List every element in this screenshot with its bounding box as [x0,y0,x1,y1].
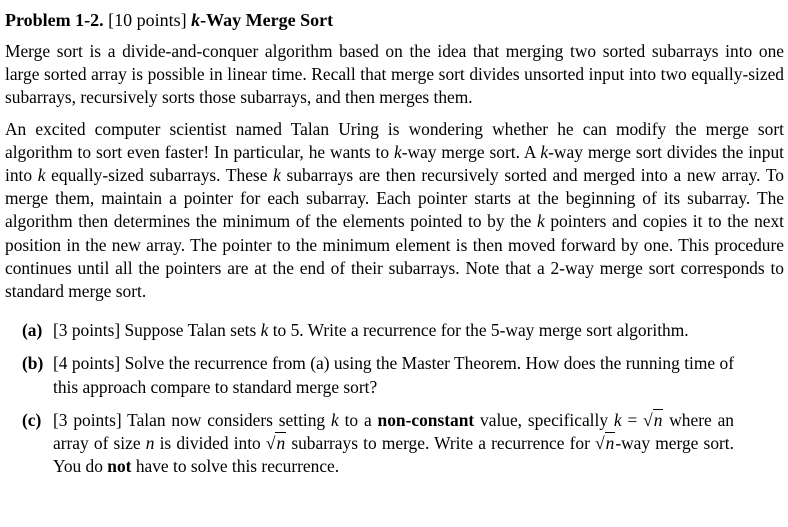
sqrt-n [266,432,286,455]
sqrt-n [595,432,615,455]
text-run: pointers and copies it to the next position in the new array. The pointer to the minimum element is then moved forward by one. This procedure continues until all the pointers are at the end of their subarrays. Note that a 2-way merge sort corresponds to standard merge sort. [5,211,785,302]
description-paragraph [5,118,784,304]
part-c-label: (c) [22,409,42,430]
math-k: k [540,141,549,162]
part-b [22,352,734,398]
text-run: subarrays to merge. Write a recurrence for [286,433,596,454]
math-equals: = [621,409,644,430]
math-k: k [37,165,46,186]
math-five: 5 [290,320,300,341]
title-text: -Way Merge Sort [200,10,334,30]
part-b-label: (b) [22,353,44,374]
part-c-text [53,409,734,479]
text-run: subarrays are then recursively sorted and merged into a new array. To merge them, maintain a pointer for each subarray. Each pointer starts at the beginning of its subarray. The algorithm then determines the minimum of the elements pointed to by the [5,165,784,232]
part-a-label: (a) [22,320,43,341]
text-run: equally-sized subarrays. These [45,165,274,186]
math-k: k [273,165,281,186]
sqrt-n [643,409,663,432]
math-n: n [145,433,155,454]
text-run: have to solve this recurrence. [131,456,340,477]
text-run: [3 points] Talan now considers setting [53,409,331,430]
text-run: value, specifically [474,409,614,430]
emphasis-not: not [107,456,132,477]
math-k: k [260,320,269,341]
problem-heading [5,8,784,32]
text-run: An excited computer scientist named Talan Uring is wondering whether he can modify the merge sort algorithm to sort even faster! In particular, he wants to [5,118,784,162]
math-k: k [330,409,339,430]
math-n: n [276,433,286,454]
problem-number: Problem 1-2. [5,10,104,30]
text-run: to a [338,409,378,430]
problem-parts [5,319,784,478]
emphasis-non-constant: non-constant [377,409,475,430]
part-a [22,319,734,342]
problem-title [191,10,333,30]
math-k: k [537,211,545,232]
math-k: k [394,141,402,162]
title-variable: k [191,10,201,30]
part-a-text [53,319,734,342]
text-run: to [268,320,291,341]
radical-sign: √ [595,433,605,454]
radical-sign: √ [643,409,653,430]
text-run: -way merge sort. You do [53,433,734,477]
text-run: -way merge sort. A [401,141,541,162]
part-c [22,409,734,479]
radical-sign: √ [265,433,276,454]
part-b-text: [4 points] Solve the recurrence from (a) using the Master Theorem. How does the running time of this approach compare to standard merge sort? [53,353,734,397]
math-k: k [613,409,622,430]
math-n: n [653,409,663,430]
math-n: n [605,433,615,454]
text-run: -way merge sort divides the input into [5,141,784,186]
text-run: . Write a recurrence for the 5-way merge sort algorithm. [299,320,689,341]
text-run: where an array of size [53,409,734,454]
text-run: is divided into [154,433,266,454]
text-run: [3 points] Suppose Talan sets [53,320,261,341]
intro-paragraph: Merge sort is a divide-and-conquer algorithm based on the idea that merging two sorted subarrays into one large sorted array is possible in linear time. Recall that merge sort divides unsorted input into two equally-sized subarrays, recursively sorts those subarrays, and then merges them. [5,41,784,108]
problem-points: [10 points] [108,10,187,30]
